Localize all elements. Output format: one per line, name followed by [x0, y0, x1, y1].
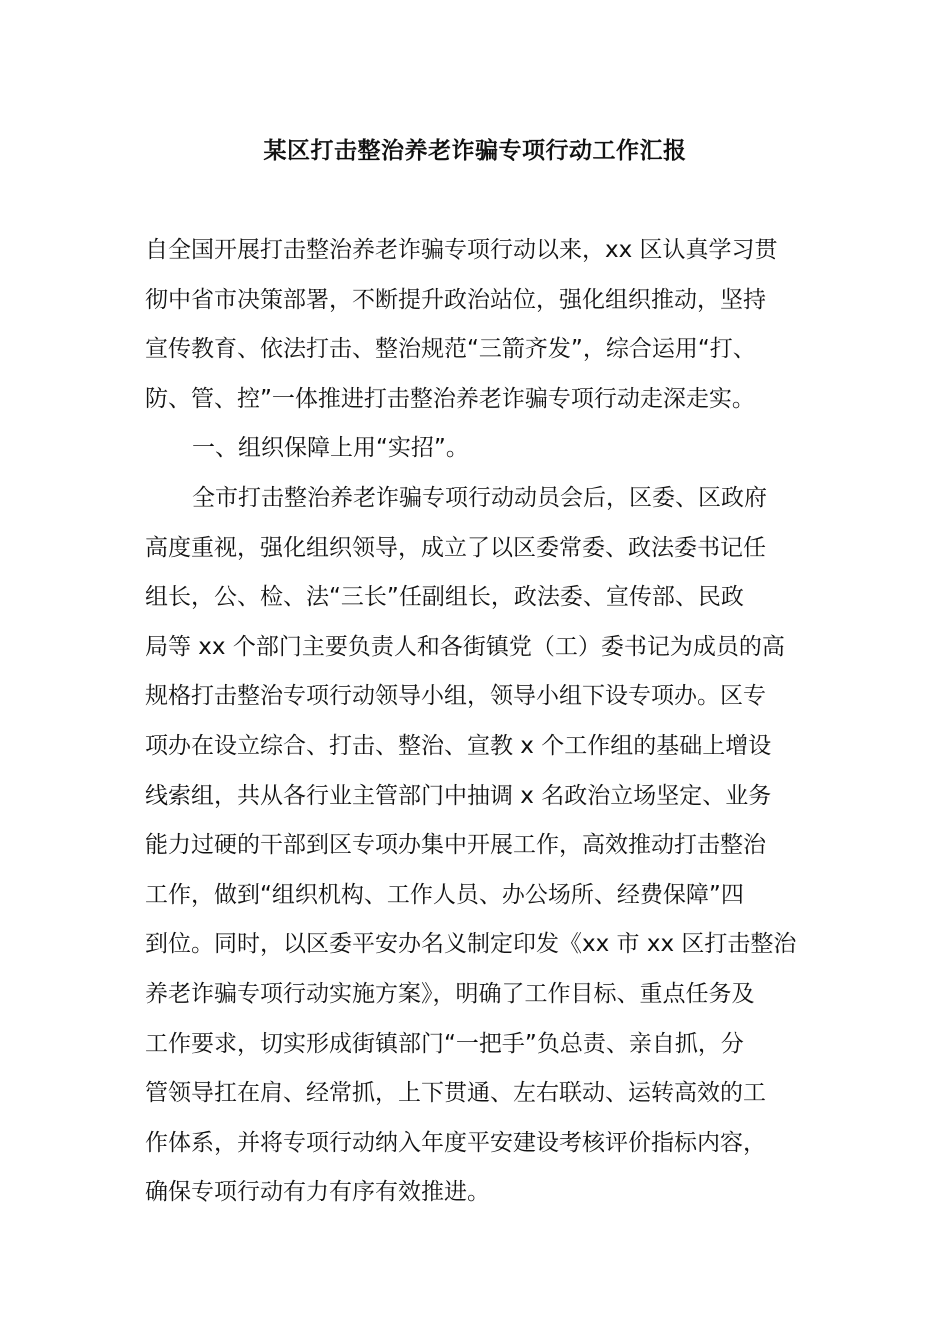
document-title: 某区打击整治养老诈骗专项行动工作汇报 — [263, 138, 687, 164]
paragraph-section-one-line: 局等 xx 个部门主要负责人和各街镇党（工）委书记为成员的高 — [145, 633, 785, 660]
paragraph-intro-line: 自全国开展打击整治养老诈骗专项行动以来，xx 区认真学习贯 — [145, 237, 778, 263]
document-body — [145, 226, 805, 1218]
paragraph-section-one-line: 组长，公、检、法“三长”任副组长，政法委、宣传部、民政 — [145, 584, 744, 611]
paragraph-section-one-line: 全市打击整治养老诈骗专项行动动员会后，区委、区政府 — [192, 484, 767, 511]
paragraph-section-one-line: 能力过硬的干部到区专项办集中开展工作，高效推动打击整治 — [145, 832, 766, 859]
paragraph-section-one-line: 项办在设立综合、打击、整治、宣教 x 个工作组的基础上增设 — [145, 732, 772, 759]
paragraph-intro-line: 彻中省市决策部署，不断提升政治站位，强化组织推动，坚持 — [145, 286, 766, 313]
paragraph-section-one-line: 确保专项行动有力有序有效推进。 — [145, 1179, 490, 1206]
paragraph-section-one-line: 工作，做到“组织机构、工作人员、办公场所、经费保障”四 — [145, 881, 744, 908]
paragraph-section-one-line: 线索组，共从各行业主管部门中抽调 x 名政治立场坚定、业务 — [145, 782, 772, 809]
paragraph-section-one-line: 管领导扛在肩、经常抓，上下贯通、左右联动、运转高效的工 — [145, 1080, 766, 1107]
paragraph-intro-line: 防、管、控”一体推进打击整治养老诈骗专项行动走深走实。 — [145, 385, 755, 412]
paragraph-intro-line: 宣传教育、依法打击、整治规范“三箭齐发”，综合运用“打、 — [145, 336, 756, 363]
paragraph-section-one-line: 高度重视，强化组织领导，成立了以区委常委、政法委书记任 — [145, 534, 766, 561]
paragraph-section-one-line: 工作要求，切实形成街镇部门“一把手”负总责、亲自抓，分 — [145, 1030, 744, 1057]
paragraph-section-one-line: 规格打击整治专项行动领导小组，领导小组下设专项办。区专 — [145, 683, 766, 710]
section-heading: 一、组织保障上用“实招”。 — [192, 435, 469, 462]
paragraph-section-one-line: 到位。同时，以区委平安办名义制定印发《xx 市 xx 区打击整治 — [145, 931, 797, 958]
paragraph-section-one-line: 作体系，并将专项行动纳入年度平安建设考核评价指标内容， — [145, 1129, 766, 1156]
paragraph-section-one-line: 养老诈骗专项行动实施方案》，明确了工作目标、重点任务及 — [145, 980, 755, 1007]
